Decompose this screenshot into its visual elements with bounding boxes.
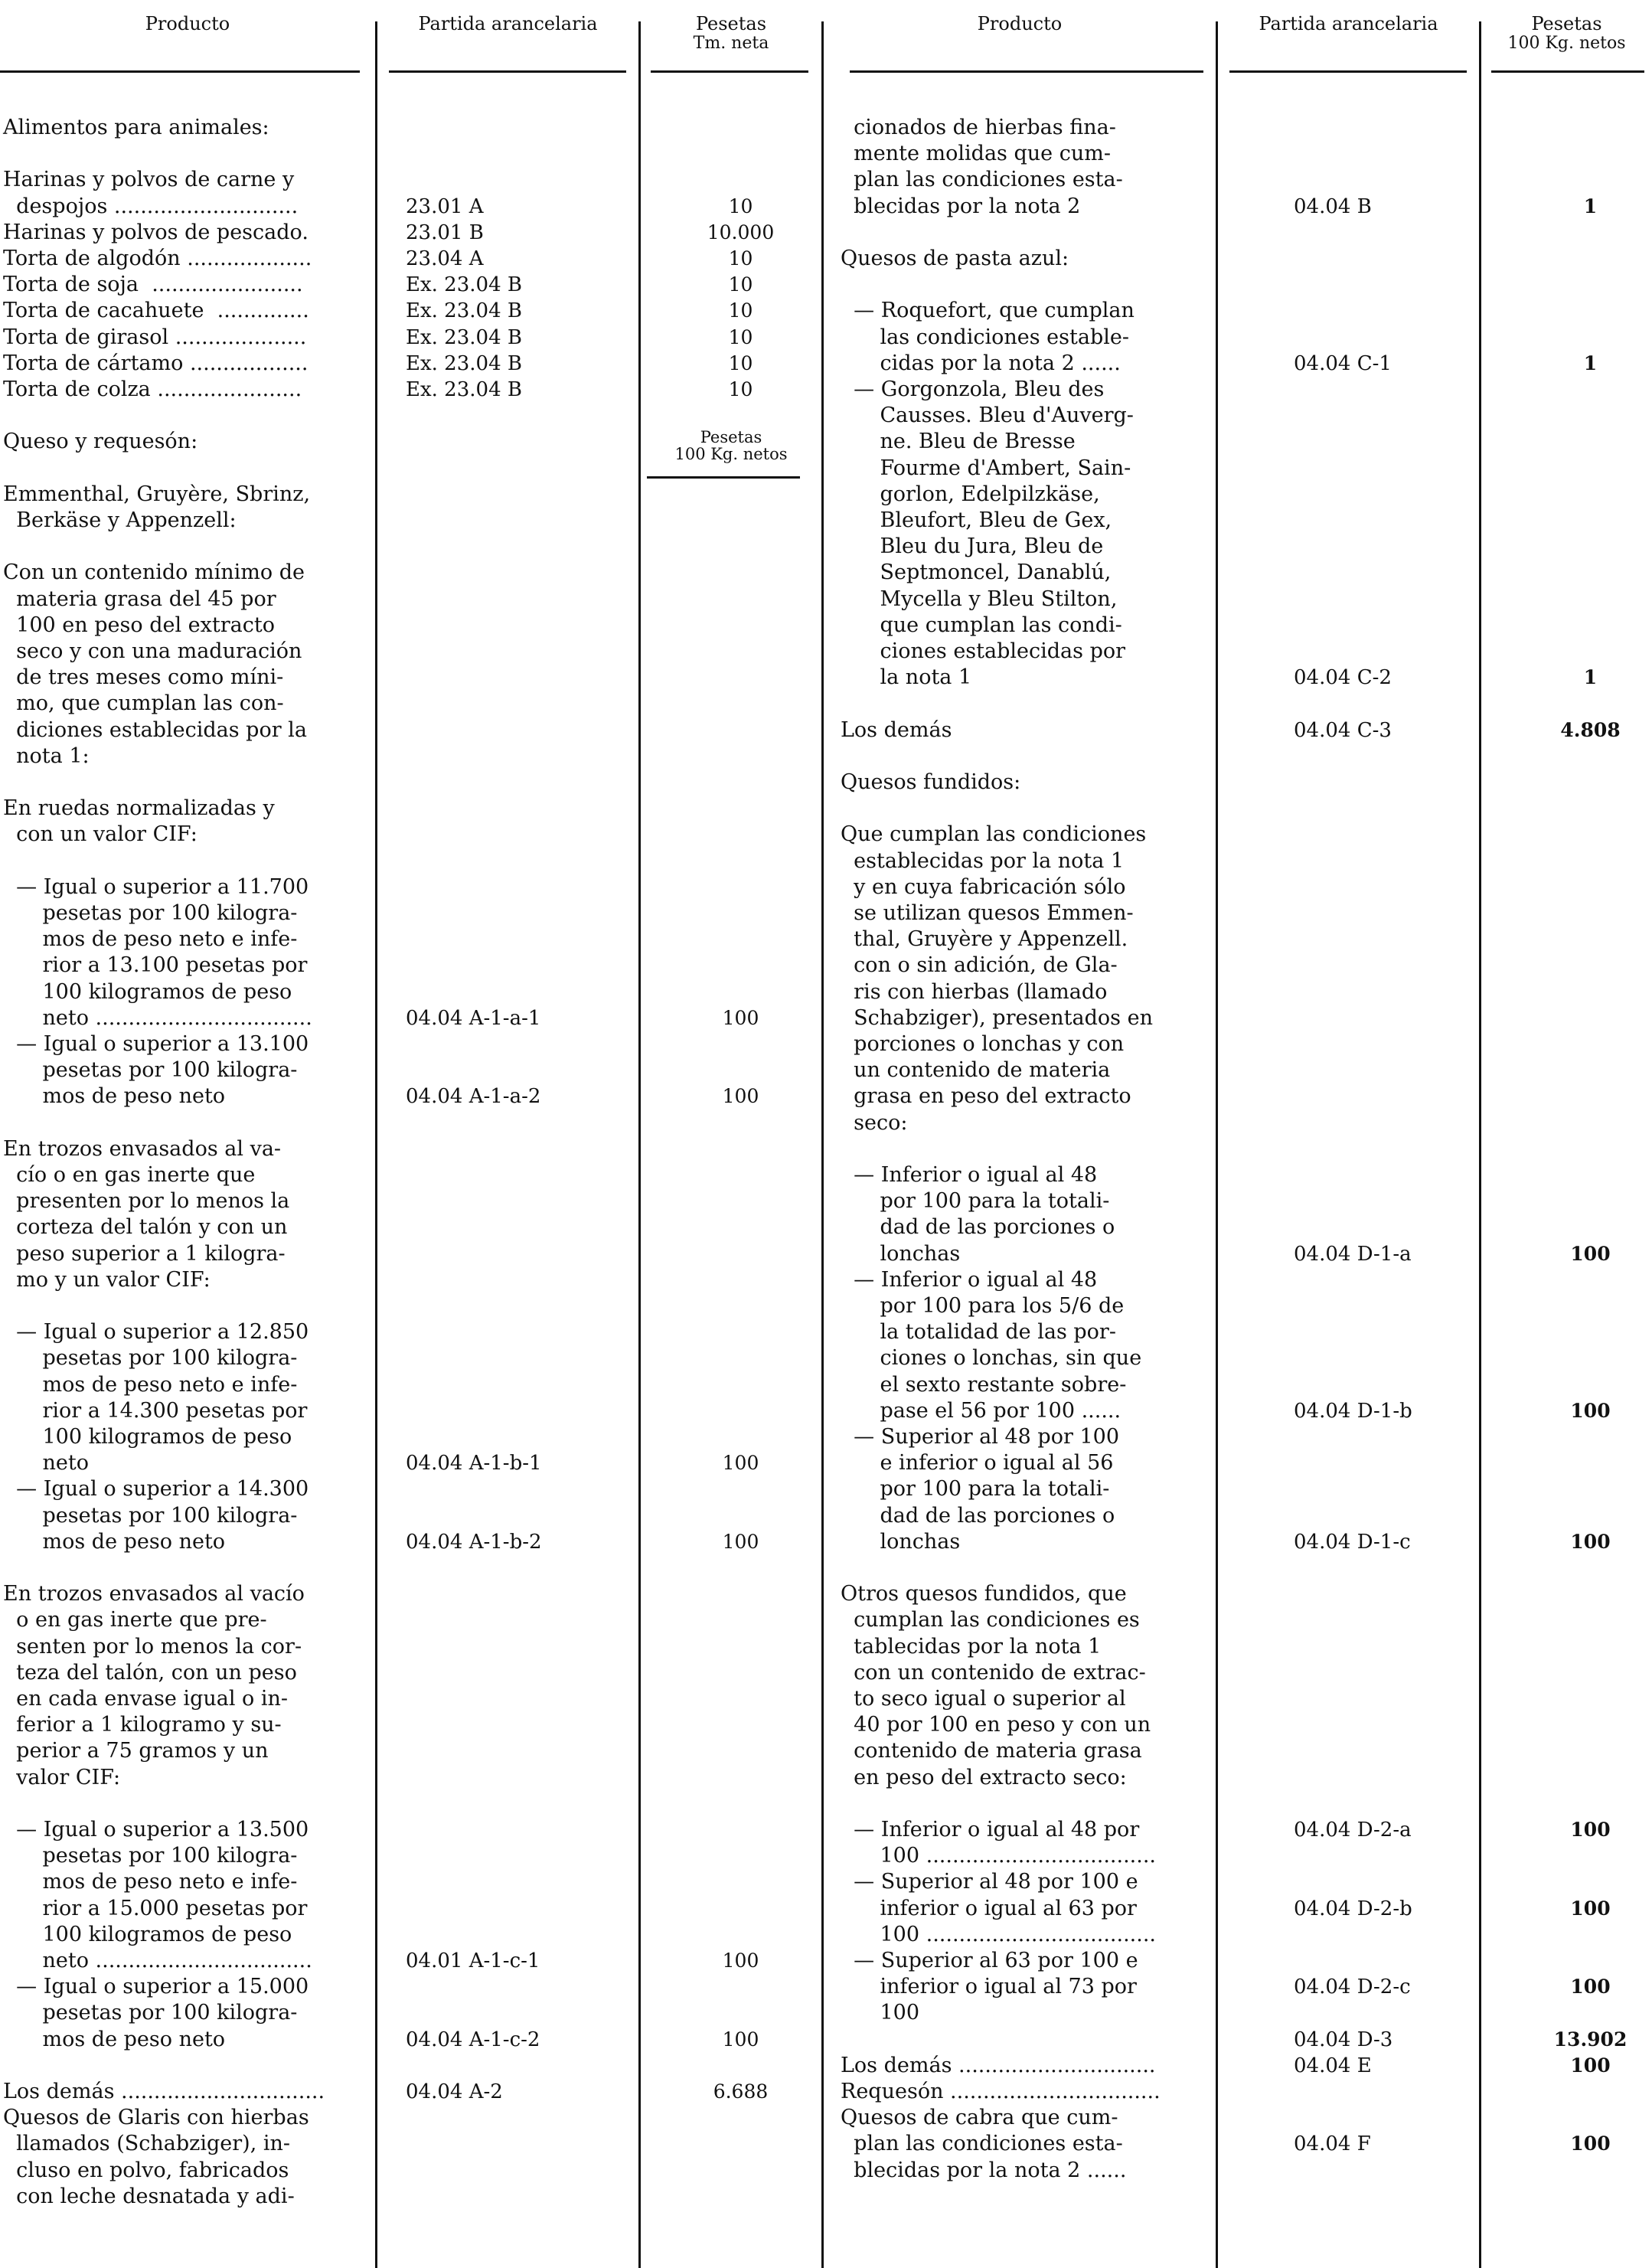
- tariff-code: 23.01 A: [406, 194, 484, 218]
- product-text-line: — Superior al 48 por 100 e: [841, 1870, 1138, 1894]
- product-text-line: En ruedas normalizadas y: [3, 796, 275, 821]
- tariff-code: 04.04 A-1-b-2: [406, 1530, 542, 1554]
- product-text-line: ciones establecidas por: [841, 639, 1126, 663]
- product-text-line: — Roquefort, que cumplan: [841, 299, 1135, 323]
- duty-value: 1: [1583, 194, 1598, 217]
- header-partida-label: Partida arancelaria: [418, 13, 598, 34]
- product-text-line: Emmenthal, Gruyère, Sbrinz,: [3, 482, 311, 506]
- product-text-line: — Gorgonzola, Bleu des: [841, 377, 1105, 401]
- tariff-code: 04.04 C-2: [1294, 666, 1392, 690]
- product-text-line: — Superior al 48 por 100: [841, 1425, 1119, 1449]
- product-text-line: nota 1:: [3, 743, 90, 768]
- product-text-line: plan las condiciones esta-: [841, 168, 1123, 192]
- product-text-line: cionados de hierbas fina-: [841, 116, 1116, 139]
- product-text-line: rior a 14.300 pesetas por: [3, 1398, 308, 1423]
- product-text-line: mo, que cumplan las con-: [3, 691, 284, 716]
- header-rule: [1229, 70, 1467, 73]
- product-text-line: — Igual o superior a 13.100: [3, 1032, 309, 1056]
- duty-value: 10.000: [707, 221, 775, 243]
- product-text-line: peso superior a 1 kilogra-: [3, 1241, 286, 1266]
- tariff-code: 04.04 D-2-c: [1294, 1976, 1411, 1999]
- product-text-line: Quesos de cabra que cum-: [841, 2106, 1118, 2130]
- product-text-line: mos de peso neto: [3, 2027, 226, 2051]
- duty-value: 1: [1583, 666, 1598, 689]
- header-producto-label: Producto: [145, 13, 230, 34]
- product-text-line: blecidas por la nota 2: [841, 194, 1081, 218]
- duty-value: 10: [728, 378, 753, 400]
- product-text-line: presenten por lo menos la: [3, 1189, 290, 1214]
- product-text-line: Quesos de pasta azul:: [841, 247, 1069, 270]
- product-text-line: 100 kilogramos de peso: [3, 1922, 292, 1946]
- product-text-line: porciones o lonchas y con: [841, 1032, 1125, 1056]
- product-text-line: lonchas: [841, 1529, 961, 1554]
- tariff-code: 23.04 A: [406, 247, 484, 270]
- product-text-line: Con un contenido mínimo de: [3, 560, 305, 585]
- tariff-code: 04.04 D-2-a: [1294, 1819, 1412, 1842]
- product-text-line: inferior o igual al 63 por: [841, 1896, 1137, 1920]
- tariff-code: 04.04 E: [1294, 2054, 1372, 2077]
- product-text-line: Quesos de Glaris con hierbas: [3, 2106, 309, 2130]
- product-text-line: blecidas por la nota 2 ......: [841, 2158, 1127, 2182]
- product-text-line: que cumplan las condi-: [841, 613, 1122, 637]
- product-text-line: dad de las porciones o: [841, 1503, 1115, 1528]
- product-text-line: 100 en peso del extracto: [3, 613, 275, 637]
- product-text-line: diciones establecidas por la: [3, 717, 307, 742]
- product-text-line: rior a 13.100 pesetas por: [3, 953, 308, 978]
- duty-value: 100: [1570, 1819, 1611, 1841]
- duty-value: 100: [1570, 2054, 1611, 2077]
- tariff-code: 04.04 C-1: [1294, 351, 1392, 375]
- product-text-line: gorlon, Edelpilzkäse,: [841, 482, 1100, 506]
- product-text-line: ferior a 1 kilogramo y su-: [3, 1713, 282, 1737]
- product-text-line: 40 por 100 en peso y con un: [841, 1713, 1151, 1737]
- product-text-line: thal, Gruyère y Appenzell.: [841, 927, 1128, 952]
- product-text-line: 100 ...................................: [841, 1922, 1157, 1946]
- product-text-line: de tres meses como míni-: [3, 665, 284, 690]
- product-text-line: Torta de algodón ...................: [3, 247, 312, 270]
- duty-value: 100: [722, 1949, 759, 1972]
- product-text-line: neto: [3, 1451, 89, 1476]
- product-text-line: con un valor CIF:: [3, 822, 198, 847]
- header-producto-label: Producto: [977, 13, 1063, 34]
- header-rule: [651, 70, 808, 73]
- product-text-line: por 100 para la totali-: [841, 1477, 1110, 1502]
- product-text-line: mos de peso neto e infe-: [3, 1870, 298, 1894]
- product-text-line: la totalidad de las por-: [841, 1320, 1116, 1345]
- product-text-line: Torta de colza ......................: [3, 377, 302, 401]
- header-pesetas-right: [1481, 14, 1652, 54]
- product-text-line: establecidas por la nota 1: [841, 848, 1125, 873]
- product-text-line: Fourme d'Ambert, Sain-: [841, 456, 1131, 480]
- tariff-code: Ex. 23.04 B: [406, 351, 522, 375]
- column-rule: [638, 21, 641, 2268]
- tariff-code: 04.04 A-1-b-1: [406, 1452, 542, 1476]
- product-text-line: Mycella y Bleu Stilton,: [841, 587, 1118, 611]
- duty-value: 100: [1570, 1897, 1611, 1920]
- product-text-line: las condiciones estable-: [841, 325, 1129, 349]
- product-text-line: teza del talón, con un peso: [3, 1660, 297, 1685]
- tariff-code: 04.04 A-1-c-2: [406, 2028, 540, 2051]
- tariff-code: Ex. 23.04 B: [406, 325, 522, 349]
- duty-value: 100: [1570, 1976, 1611, 1998]
- product-text-line: En trozos envasados al va-: [3, 1136, 282, 1161]
- product-text-line: seco:: [841, 1110, 908, 1135]
- header-pesetas-label: Pesetas: [695, 13, 767, 34]
- product-text-line: pesetas por 100 kilogra-: [3, 1058, 298, 1083]
- mid-pesetas-unit: 100 Kg. netos: [674, 445, 788, 463]
- product-text-line: un contenido de materia: [841, 1058, 1111, 1083]
- product-text-line: Bleu du Jura, Bleu de: [841, 534, 1104, 559]
- tariff-code: Ex. 23.04 B: [406, 273, 522, 297]
- product-text-line: pase el 56 por 100 ......: [841, 1398, 1121, 1423]
- product-text-line: — Igual o superior a 14.300: [3, 1477, 309, 1502]
- duty-value: 100: [1570, 1399, 1611, 1422]
- tariff-code: Ex. 23.04 B: [406, 378, 522, 401]
- product-text-line: tablecidas por la nota 1: [841, 1634, 1102, 1659]
- product-text-line: Bleufort, Bleu de Gex,: [841, 508, 1112, 532]
- product-text-line: Torta de girasol ....................: [3, 325, 307, 349]
- duty-value: 100: [722, 1530, 759, 1553]
- duty-value: 100: [722, 2028, 759, 2051]
- duty-value: 100: [1570, 1530, 1611, 1553]
- product-text-line: Los demás: [841, 717, 952, 742]
- product-text-line: neto .................................: [3, 1949, 312, 1972]
- product-text-line: Los demás ...............................: [3, 2080, 325, 2103]
- product-text-line: inferior o igual al 73 por: [841, 1975, 1137, 1999]
- product-text-line: e inferior o igual al 56: [841, 1451, 1114, 1476]
- tariff-code: 04.04 A-1-a-2: [406, 1085, 541, 1109]
- product-text-line: cío o en gas inerte que: [3, 1163, 256, 1187]
- product-text-line: en peso del extracto seco:: [841, 1765, 1127, 1789]
- duty-value: 10: [728, 325, 753, 348]
- product-text-line: mos de peso neto: [3, 1529, 226, 1554]
- product-text-line: 100: [841, 2001, 920, 2025]
- product-text-line: pesetas por 100 kilogra-: [3, 1844, 298, 1868]
- column-rule: [375, 21, 377, 2268]
- duty-value: 10: [728, 299, 753, 322]
- tariff-code: 04.04 B: [1294, 194, 1372, 218]
- header-rule: [0, 70, 360, 73]
- product-text-line: y en cuya fabricación sólo: [841, 874, 1126, 899]
- product-text-line: Causses. Bleu d'Auverg-: [841, 404, 1134, 428]
- product-text-line: — Superior al 63 por 100 e: [841, 1949, 1138, 1972]
- product-text-line: — Igual o superior a 13.500: [3, 1818, 309, 1842]
- product-text-line: plan las condiciones esta-: [841, 2132, 1123, 2156]
- product-text-line: — Inferior o igual al 48 por: [841, 1818, 1140, 1842]
- product-text-line: con un contenido de extrac-: [841, 1660, 1146, 1685]
- product-text-line: seco y con una maduración: [3, 639, 302, 663]
- mid-pesetas-label: Pesetas: [700, 428, 762, 446]
- product-text-line: — Igual o superior a 15.000: [3, 1975, 309, 1999]
- duty-value: 4.808: [1560, 718, 1621, 741]
- product-text-line: en cada envase igual o in-: [3, 1687, 289, 1711]
- product-text-line: pesetas por 100 kilogra-: [3, 1503, 298, 1528]
- product-text-line: senten por lo menos la cor-: [3, 1634, 302, 1659]
- header-producto-right: [824, 14, 1216, 34]
- product-text-line: 100 kilogramos de peso: [3, 979, 292, 1004]
- product-text-line: 100 ...................................: [841, 1844, 1157, 1868]
- product-text-line: valor CIF:: [3, 1765, 121, 1789]
- header-partida-left: [377, 14, 638, 34]
- product-text-line: — Inferior o igual al 48: [841, 1267, 1098, 1292]
- product-text-line: rior a 15.000 pesetas por: [3, 1896, 308, 1920]
- tariff-code: 04.04 A-2: [406, 2080, 503, 2103]
- header-partida-label: Partida arancelaria: [1259, 13, 1438, 34]
- header-pesetas-unit: 100 Kg. netos: [1507, 34, 1626, 53]
- product-text-line: pesetas por 100 kilogra-: [3, 1346, 298, 1371]
- product-text-line: Harinas y polvos de pescado.: [3, 220, 309, 244]
- tariff-code: 04.04 C-3: [1294, 718, 1392, 742]
- product-text-line: cidas por la nota 2 ......: [841, 351, 1121, 375]
- product-text-line: corteza del talón y con un: [3, 1215, 288, 1240]
- product-text-line: Torta de soja .......................: [3, 273, 303, 297]
- product-text-line: Torta de cacahuete ..............: [3, 299, 309, 323]
- product-text-line: despojos ............................: [3, 194, 299, 218]
- tariff-code: 04.04 F: [1294, 2132, 1371, 2156]
- column-rule: [1216, 21, 1218, 2268]
- product-text-line: ciones o lonchas, sin que: [841, 1346, 1142, 1371]
- product-text-line: pesetas por 100 kilogra-: [3, 901, 298, 925]
- product-text-line: grasa en peso del extracto: [841, 1084, 1131, 1109]
- product-text-line: neto .................................: [3, 1005, 312, 1030]
- header-pesetas-label: Pesetas: [1531, 13, 1602, 34]
- product-text-line: lonchas: [841, 1241, 961, 1266]
- duty-value: 10: [728, 273, 753, 296]
- product-text-line: mente molidas que cum-: [841, 142, 1111, 166]
- product-text-line: 100 kilogramos de peso: [3, 1425, 292, 1449]
- duty-value: 100: [722, 1085, 759, 1108]
- duty-value: 10: [728, 351, 753, 374]
- header-pesetas-unit: Tm. neta: [693, 34, 769, 53]
- tariff-code: Ex. 23.04 B: [406, 299, 522, 323]
- product-text-line: pesetas por 100 kilogra-: [3, 2001, 298, 2025]
- mid-unit-header: [641, 429, 821, 462]
- product-text-line: llamados (Schabziger), in-: [3, 2132, 291, 2156]
- product-text-line: Otros quesos fundidos, que: [841, 1582, 1127, 1606]
- product-text-line: ris con hierbas (llamado: [841, 979, 1108, 1004]
- duty-value: 6.688: [713, 2080, 769, 2103]
- product-text-line: ne. Bleu de Bresse: [841, 430, 1076, 454]
- product-text-line: Harinas y polvos de carne y: [3, 168, 295, 192]
- product-text-line: — Inferior o igual al 48: [841, 1163, 1098, 1187]
- product-text-line: En trozos envasados al vacío: [3, 1582, 305, 1606]
- mid-unit-rule: [647, 476, 800, 479]
- product-text-line: mos de peso neto e infe-: [3, 1372, 298, 1397]
- tariff-code: 23.01 B: [406, 221, 484, 244]
- duty-value: 100: [1570, 1242, 1611, 1265]
- tariff-code: 04.04 D-1-c: [1294, 1530, 1411, 1554]
- product-text-line: — Igual o superior a 11.700: [3, 874, 309, 899]
- product-text-line: to seco igual o superior al: [841, 1687, 1126, 1711]
- header-partida-right: [1218, 14, 1479, 34]
- header-pesetas-left: [641, 14, 821, 54]
- product-text-line: materia grasa del 45 por: [3, 587, 276, 611]
- tariff-code: 04.04 D-1-a: [1294, 1242, 1412, 1266]
- header-rule: [850, 70, 1203, 73]
- product-text-line: Los demás ..............................: [841, 2053, 1156, 2077]
- product-text-line: Quesos fundidos:: [841, 770, 1021, 794]
- product-text-line: mos de peso neto e infe-: [3, 927, 298, 952]
- product-text-line: — Igual o superior a 12.850: [3, 1320, 309, 1345]
- duty-value: 1: [1583, 351, 1598, 374]
- product-text-line: perior a 75 gramos y un: [3, 1739, 269, 1763]
- product-text-line: el sexto restante sobre-: [841, 1372, 1127, 1397]
- product-text-line: mos de peso neto: [3, 1084, 226, 1109]
- duty-value: 13.902: [1553, 2028, 1628, 2051]
- product-text-line: dad de las porciones o: [841, 1215, 1115, 1240]
- product-text-line: por 100 para la totali-: [841, 1189, 1110, 1214]
- product-text-line: Septmoncel, Danablú,: [841, 560, 1112, 585]
- tariff-code: 04.04 D-1-b: [1294, 1399, 1412, 1423]
- product-text-line: o en gas inerte que pre-: [3, 1608, 267, 1632]
- product-text-line: mo y un valor CIF:: [3, 1267, 211, 1292]
- header-rule: [1491, 70, 1644, 73]
- header-rule: [389, 70, 626, 73]
- duty-value: 100: [1570, 2132, 1611, 2155]
- product-text-line: cluso en polvo, fabricados: [3, 2158, 289, 2182]
- product-text-line: contenido de materia grasa: [841, 1739, 1142, 1763]
- product-text-line: la nota 1: [841, 665, 972, 690]
- product-text-line: Berkäse y Appenzell:: [3, 508, 237, 532]
- duty-value: 100: [722, 1452, 759, 1475]
- duty-value: 10: [728, 194, 753, 217]
- product-text-line: con leche desnatada y adi-: [3, 2184, 295, 2208]
- product-text-line: Schabziger), presentados en: [841, 1005, 1153, 1030]
- header-producto-left: [0, 14, 375, 34]
- duty-value: 100: [722, 1006, 759, 1029]
- tariff-code: 04.04 D-3: [1294, 2028, 1393, 2051]
- product-text-line: Requesón ................................: [841, 2080, 1161, 2103]
- product-text-line: cumplan las condiciones es: [841, 1608, 1140, 1632]
- product-text-line: Alimentos para animales:: [3, 116, 269, 139]
- product-text-line: se utilizan quesos Emmen-: [841, 901, 1134, 925]
- tariff-code: 04.04 A-1-a-1: [406, 1006, 541, 1030]
- tariff-code: 04.01 A-1-c-1: [406, 1949, 540, 1972]
- product-text-line: Torta de cártamo ..................: [3, 351, 309, 375]
- product-text-line: por 100 para los 5/6 de: [841, 1294, 1125, 1318]
- product-text-line: Queso y requesón:: [3, 430, 198, 454]
- product-text-line: Que cumplan las condiciones: [841, 822, 1147, 847]
- duty-value: 10: [728, 247, 753, 270]
- product-text-line: con o sin adición, de Gla-: [841, 953, 1118, 978]
- tariff-code: 04.04 D-2-b: [1294, 1897, 1412, 1920]
- column-rule: [1479, 21, 1481, 2268]
